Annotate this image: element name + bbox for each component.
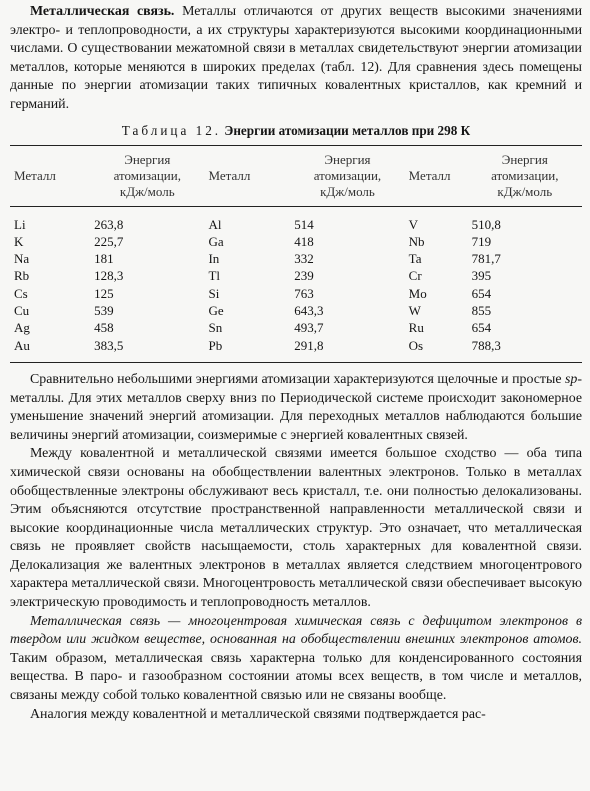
table-row — [10, 267, 582, 284]
cell-energy: 510,8 — [471, 216, 501, 232]
col-header-metal: Металл — [204, 145, 290, 206]
cell-energy: 493,7 — [294, 320, 324, 336]
paragraph-analogy: Аналогия между ковалентной и металлической связями подтверждается рас- — [30, 706, 486, 722]
cell-metal: Os — [405, 337, 468, 363]
table-caption — [10, 122, 582, 139]
section-heading: Металлическая связь. — [30, 4, 175, 19]
cell-metal: Cr — [408, 268, 422, 284]
intro-paragraph — [10, 3, 582, 115]
cell-energy: 788,3 — [468, 337, 582, 363]
table-body — [10, 206, 582, 362]
cell-metal: Ag — [14, 320, 30, 336]
cell-metal: Cu — [14, 303, 30, 319]
cell-metal: Li — [14, 216, 26, 232]
paragraph-definition: Металлическая связь — многоцентровая химическая связь с дефицитом электронов в твердом или жидком веществе, основанная на обобществлении внешних электронов атомов. Таким образом, металлическая связь характерна только для конденсированного состояния вещества. В паро- и газообразном состоянии атомы всех веществ, в том числе и металлов, связаны между собой только ковалентной связью или не связаны вообще. — [10, 613, 582, 704]
cell-energy: 395 — [471, 268, 492, 284]
cell-metal: Na — [14, 251, 30, 267]
table-row — [10, 233, 582, 250]
cell-energy: 225,7 — [94, 233, 124, 249]
cell-metal: Al — [208, 216, 222, 232]
cell-metal: Rb — [14, 268, 30, 284]
cell-energy: 643,3 — [294, 303, 324, 319]
cell-metal: V — [408, 216, 419, 232]
cell-energy: 181 — [94, 251, 114, 267]
cell-metal: Si — [208, 285, 220, 301]
cell-energy: 654 — [471, 320, 492, 336]
col-header-metal: Металл — [405, 145, 468, 206]
cell-energy: 239 — [294, 268, 314, 284]
table-row — [10, 250, 582, 267]
cell-metal: Au — [10, 337, 90, 363]
cell-energy: 855 — [471, 303, 492, 319]
cell-energy: 514 — [294, 216, 314, 232]
cell-metal: Tl — [208, 268, 221, 284]
cell-metal: K — [14, 233, 24, 249]
paragraph-alkali: Сравнительно небольшими энергиями атомизации характеризуются щелочные и простые sp-металлы. Для этих металлов сверху вниз по Периодической системе происходит закономерное уменьшение значений энергий атомизации. Для переходных металлов наблюдаются большие величины энергий атомизации, соизмеримые с энергией ковалентных связей. — [10, 371, 582, 443]
cell-energy: 128,3 — [94, 268, 124, 284]
cell-metal: Pb — [204, 337, 290, 363]
table-row — [10, 337, 582, 363]
intro-text: Металлы отличаются от других веществ высокими значениями электро- и теплопроводности, а их структуры характеризуются высокими координационными числами. О существовании межатомной связи в металлах свидетельствуют энергии атомизации металлов, которые меняются в широких пределах (табл. 12). Для сравнения здесь помещены данные по энергии атомизации таких типичных ковалентных кристаллов, как кремний и германий. — [10, 4, 582, 112]
cell-metal: Mo — [408, 285, 427, 301]
sp-term: sp — [565, 371, 578, 387]
cell-energy: 654 — [471, 285, 492, 301]
cell-metal: Cs — [14, 285, 28, 301]
col-header-energy: Энергия атомизации, кДж/моль — [468, 145, 582, 206]
paragraph-comparison: Между ковалентной и металлической связями имеется большое сходство — оба типа химической связи основаны на обобществлении валентных электронов. Только в металлах обобществленные электроны обслуживают весь кристалл, т.е. они полностью делокализованы. Этим объясняются отсутствие пространственной направленности металлической связи и высокие координационные числа металлических структур. Это означает, что металлическая связь не проявляет свойств насыщаемости, столь характерных для ковалентной связи. Делокализация же валентных электронов в металлах является следствием многоцентрового характера металлической связи. Многоцентровость металлической связи обеспечивает высокую электрическую проводимость и теплопроводность металлов. — [10, 446, 582, 611]
cell-energy: 332 — [294, 251, 314, 267]
table-row — [10, 319, 582, 336]
cell-metal: Ta — [408, 251, 422, 267]
table-row — [10, 285, 582, 302]
cell-energy: 458 — [94, 320, 114, 336]
cell-energy: 763 — [294, 285, 314, 301]
cell-metal: Sn — [208, 320, 223, 336]
cell-energy: 539 — [94, 303, 114, 319]
cell-energy: 263,8 — [94, 216, 124, 232]
cell-metal: Ga — [208, 233, 224, 249]
table-row — [10, 302, 582, 319]
cell-metal: Nb — [408, 233, 425, 249]
cell-energy: 781,7 — [471, 251, 501, 267]
cell-metal: W — [408, 303, 421, 319]
cell-energy: 291,8 — [290, 337, 404, 363]
table-caption-label: Таблица 12. — [121, 122, 222, 138]
table-row — [10, 206, 582, 233]
cell-energy: 719 — [471, 233, 492, 249]
col-header-energy: Энергия атомизации, кДж/моль — [290, 145, 404, 206]
cell-energy: 418 — [294, 233, 314, 249]
cell-energy: 383,5 — [90, 337, 204, 363]
cell-energy: 125 — [94, 285, 114, 301]
cell-metal: Ru — [408, 320, 424, 336]
col-header-energy: Энергия атомизации, кДж/моль — [90, 145, 204, 206]
atomization-energy-table — [10, 145, 582, 363]
definition-text: Металлическая связь — многоцентровая химическая связь с дефицитом электронов в твердом или жидком веществе, основанная на обобществлении внешних электронов атомов. — [10, 613, 582, 648]
cell-metal: In — [208, 251, 220, 267]
table-header-row — [10, 145, 582, 206]
table-caption-title: Энергии атомизации металлов при 298 К — [224, 122, 471, 138]
cell-metal: Ge — [208, 303, 224, 319]
col-header-metal: Металл — [10, 145, 90, 206]
